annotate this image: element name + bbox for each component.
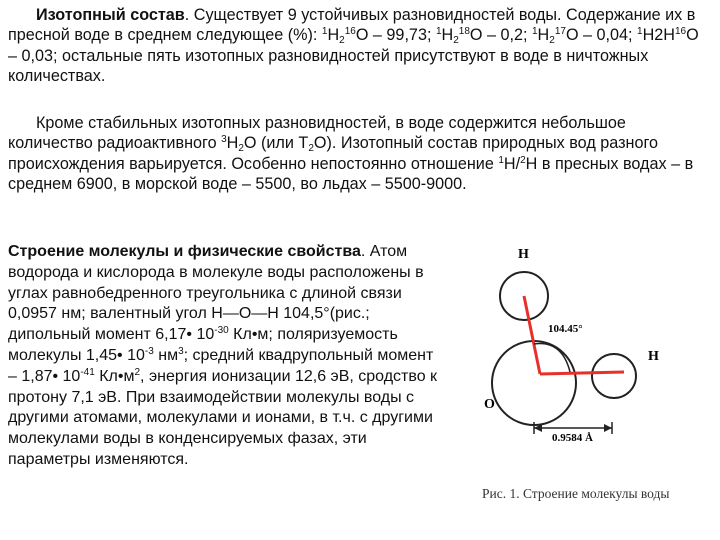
sup: -30 [214, 325, 229, 337]
h-top-label: H [518, 247, 529, 262]
bond-right [540, 372, 624, 374]
text: O (или T [243, 134, 309, 153]
oxygen-atom [492, 341, 576, 425]
sup: 1 [637, 26, 643, 38]
sup: 17 [554, 26, 566, 38]
sup: 18 [458, 26, 470, 38]
text: Кроме стабильных изотопных разновидностей, в воде содержится небольшое количество радиоактивного [8, 114, 626, 153]
text: O – 0,04; [565, 26, 638, 45]
text: Кл•м [94, 367, 135, 385]
sup: 1 [498, 154, 504, 166]
structure-heading: Строение молекулы и физические свойства [8, 243, 361, 260]
text: ; средний квадрупольный момент – 1,87• 10 [8, 346, 434, 385]
sup: 1 [321, 26, 328, 38]
sup: -3 [144, 345, 154, 357]
text: H [226, 134, 239, 153]
text: . Существует 9 устойчивых разновидностей воды. Содержание их в пресной воде в среднем следующее (%): [8, 6, 696, 45]
text: Кл•м; поляризуемость молекулы 1,45• 10 [8, 326, 398, 364]
radioactive-paragraph [8, 113, 708, 195]
sub: 2 [453, 35, 459, 47]
text: O – 99,73; [355, 26, 436, 45]
sub: 2 [308, 143, 314, 155]
text: , энергия ионизации 12,6 эВ, сродство к протону 7,1 эВ. При взаимодействии молекулы воды с другими атомами, молекулами и ионами, в т.ч. с другими молекулами воды в конденсируемых фазах, эти параметры изменяются. [8, 367, 438, 468]
text: H/ [503, 154, 521, 173]
sup: 1 [531, 26, 538, 38]
sub: 2 [339, 35, 345, 47]
structure-paragraph [8, 242, 445, 471]
h-right-label: H [648, 349, 659, 364]
o-label: O [484, 397, 495, 412]
sup: 16 [674, 26, 687, 38]
text: O – 0,2; [469, 26, 532, 45]
text: H [441, 26, 454, 45]
sub: 2 [238, 143, 244, 155]
figure-caption: Рис. 1. Строение молекулы воды [482, 486, 670, 501]
isotope-paragraph [8, 5, 708, 87]
sup: 3 [178, 345, 184, 357]
sup: 3 [221, 134, 227, 146]
angle-label: 104.45° [548, 323, 583, 335]
text: H [327, 26, 340, 45]
sup: 2 [520, 154, 526, 166]
isotope-heading: Изотопный состав [36, 6, 185, 24]
sup: 16 [344, 26, 356, 38]
text: . Атом водорода и кислорода в молекуле воды расположены в углах равнобедренного треугольника с длиной связи 0,0957 нм; валентный угол H—O—H 104,5°(рис.; дипольный момент 6,17• 10 [8, 243, 424, 344]
sup: -41 [80, 366, 95, 378]
water-molecule-diagram [462, 236, 720, 482]
text: O). Изотопный состав природных вод разного происхождения варьируется. Особенно непостоянно отношение [8, 134, 659, 173]
bond-length-label: 0.9584 Å [552, 432, 593, 444]
dimension-arrow-right [604, 424, 612, 432]
text: H в пресных водах – в среднем 6900, в морской воде – 5500, во льдах – 5500-9000. [8, 154, 694, 194]
hydrogen-right-atom [592, 354, 636, 398]
sup: 1 [435, 26, 442, 38]
text: O – 0,03; остальные пять изотопных разновидностей присутствуют в воде в ничтожных количествах. [8, 26, 699, 86]
sup: 2 [134, 366, 141, 378]
text: нм [153, 346, 179, 364]
sub: 2 [549, 35, 555, 47]
text: H [537, 26, 550, 45]
text: H2H [642, 26, 675, 45]
